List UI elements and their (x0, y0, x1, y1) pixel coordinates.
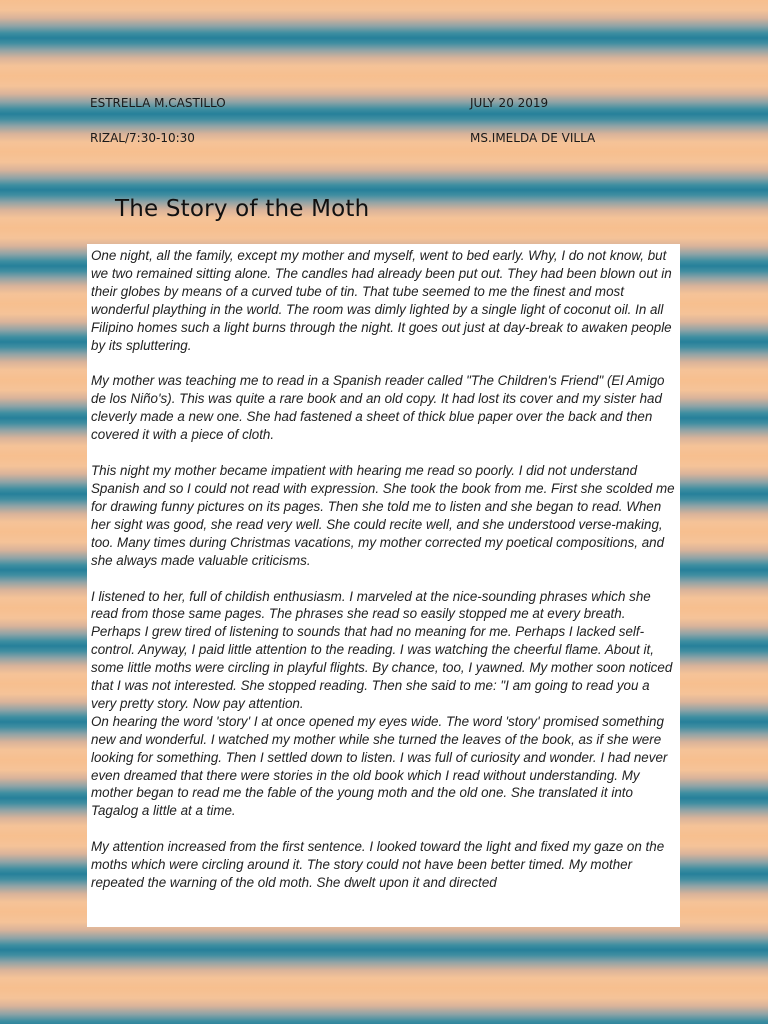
paragraph-1: One night, all the family, except my mother and myself, went to bed early. Why, I do not know, but we two remained sitting alone. The candles had already been put out. They had been blown out in their globes by means of a curved tube of tin. That tube seemed to me the finest and most wonderful plaything in the world. The room was dimly lighted by a single light of coconut oil. In all Filipino homes such a light burns through the night. It goes out just at day-break to awaken people by its spluttering. (91, 248, 672, 353)
document-date: JULY 20 2019 (470, 96, 549, 110)
story-text-panel (87, 244, 680, 927)
paragraph-5: On hearing the word 'story' I at once opened my eyes wide. The word 'story' promised something new and wonderful. I watched my mother while she turned the leaves of the book, as if she were looking for something. Then I settled down to listen. I was full of curiosity and wonder. I had never even dreamed that there were stories in the old book which I read without understanding. My mother began to read me the fable of the young moth and the old one. She translated it into Tagalog a little at a time. (91, 713, 668, 819)
author-name: ESTRELLA M.CASTILLO (90, 96, 226, 110)
paragraph-2: My mother was teaching me to read in a Spanish reader called "The Children's Friend" (El Amigo de los Niño's). This was quite a rare book and an old copy. It had lost its cover and my sister had cleverly made a new one. She had fastened a sheet of thick blue paper over the back and then covered it with a piece of cloth. (91, 373, 665, 443)
page-title: The Story of the Moth (115, 196, 370, 222)
teacher-name: MS.IMELDA DE VILLA (470, 131, 596, 145)
paragraph-4: I listened to her, full of childish enthusiasm. I marveled at the nice-sounding phrases which she read from those same pages. The phrases she read so easily stopped me at every breath. Perhaps I grew tired of listening to sounds that had no meaning for me. Perhaps I lacked self-control. Anyway, I paid little attention to the reading. I was watching the cheerful flame. About it, some little moths were circling in playful flights. By chance, too, I yawned. My mother soon noticed that I was not interested. She stopped reading. Then she said to me: "I am going to read you a very pretty story. Now pay attention. (91, 588, 673, 711)
section-time: RIZAL/7:30-10:30 (90, 131, 195, 145)
paragraph-3: This night my mother became impatient with hearing me read so poorly. I did not understand Spanish and so I could not read with expression. She took the book from me. First she scolded me for drawing funny pictures on its pages. Then she told me to listen and she began to read. When her sight was good, she read very well. She could recite well, and she understood verse-making, too. Many times during Christmas vacations, my mother corrected my poetical compositions, and she always made valuable criticisms. (91, 463, 675, 568)
paragraph-6: My attention increased from the first sentence. I looked toward the light and fixed my gaze on the moths which were circling around it. The story could not have been better timed. My mother repeated the warning of the old moth. She dwelt upon it and directed (91, 839, 665, 891)
